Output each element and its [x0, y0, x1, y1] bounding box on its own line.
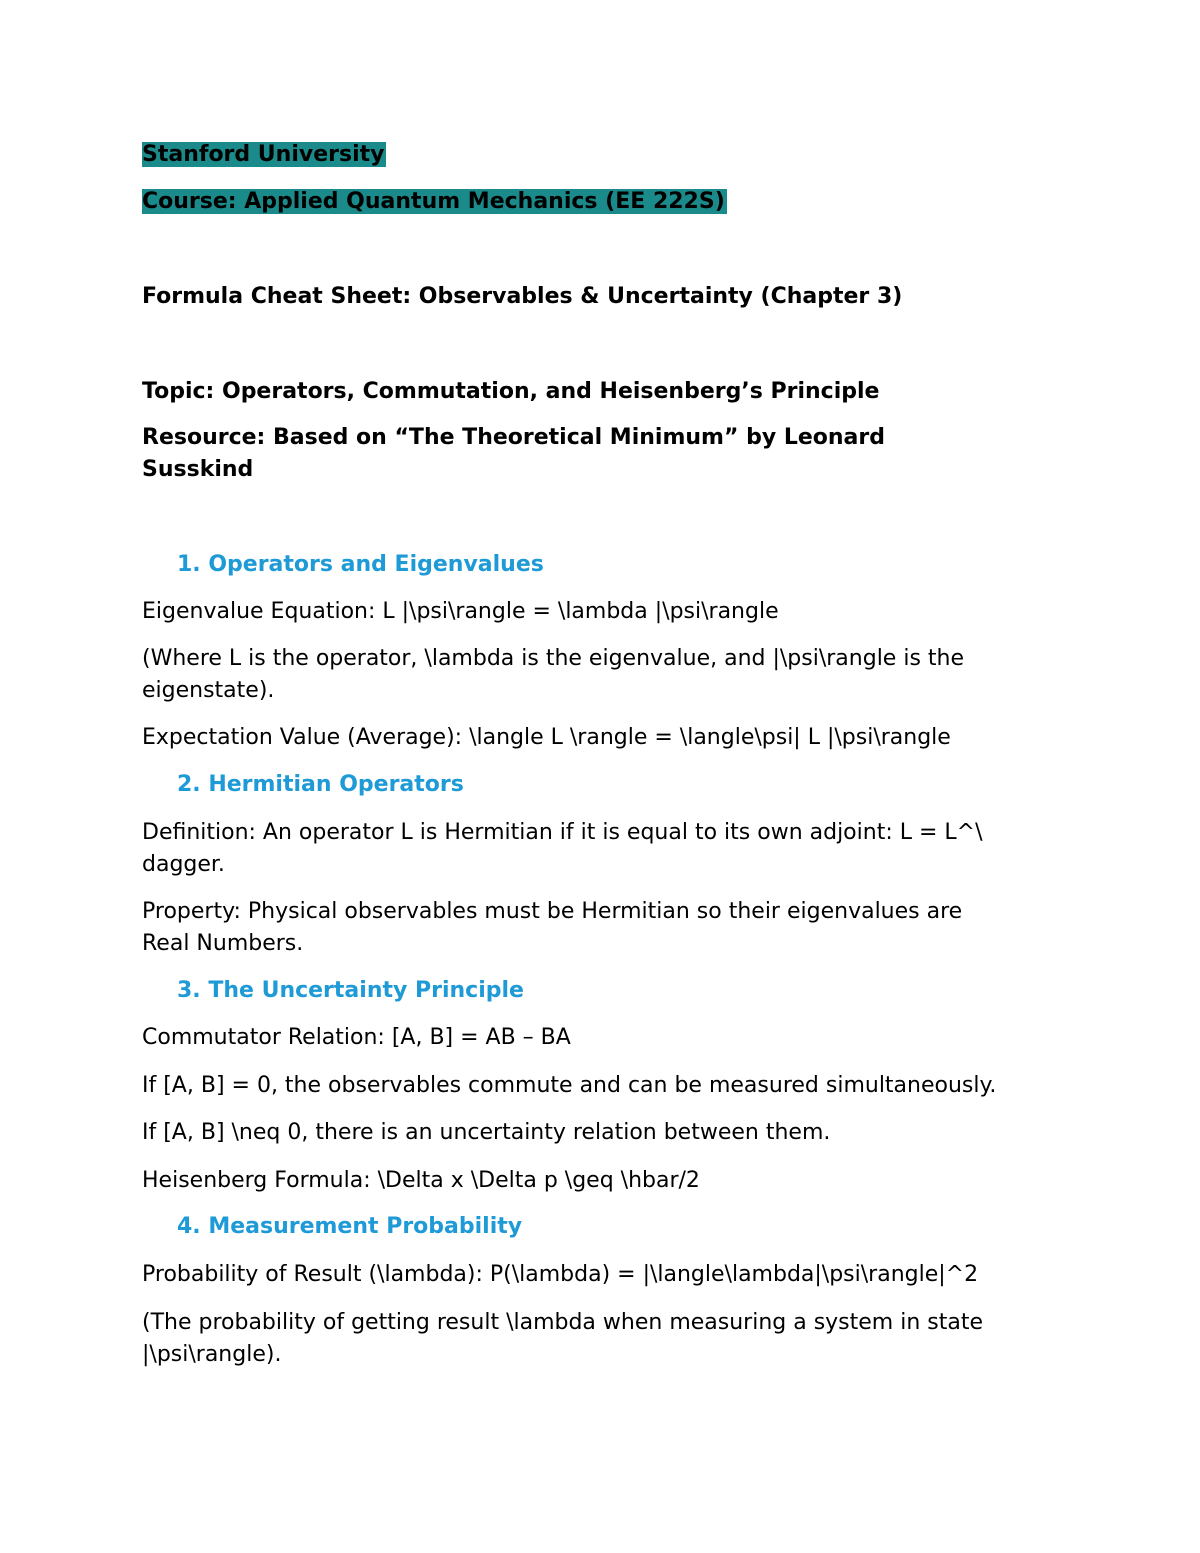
expectation-value: Expectation Value (Average): \langle L \rangle = \langle\psi| L |\psi\rangle	[142, 725, 951, 750]
heisenberg-formula: Heisenberg Formula: \Delta x \Delta p \geq \hbar/2	[142, 1168, 700, 1193]
page-title: Formula Cheat Sheet: Observables & Uncertainty (Chapter 3)	[142, 284, 903, 309]
topic-line: Topic: Operators, Commutation, and Heisenberg’s Principle	[142, 379, 880, 404]
commute-zero-case: If [A, B] = 0, the observables commute and can be measured simultaneously.	[142, 1073, 997, 1098]
commute-nonzero-case: If [A, B] \neq 0, there is an uncertainty relation between them.	[142, 1120, 831, 1145]
section-heading-hermitian: 2. Hermitian Operators	[177, 772, 464, 797]
section-heading-uncertainty: 3. The Uncertainty Principle	[177, 978, 524, 1003]
hermitian-definition-line-2: dagger.	[142, 852, 225, 877]
eigenvalue-note-line-1: (Where L is the operator, \lambda is the eigenvalue, and |\psi\rangle is the	[142, 646, 965, 671]
eigenvalue-equation: Eigenvalue Equation: L |\psi\rangle = \lambda |\psi\rangle	[142, 599, 779, 624]
institution-line	[142, 139, 386, 170]
course-line	[142, 186, 727, 217]
hermitian-property-line-2: Real Numbers.	[142, 931, 304, 956]
section-heading-measurement: 4. Measurement Probability	[177, 1214, 523, 1239]
institution-name: Stanford University	[142, 142, 385, 167]
probability-formula: Probability of Result (\lambda): P(\lambda) = |\langle\lambda|\psi\rangle|^2	[142, 1262, 979, 1287]
hermitian-property-line-1: Property: Physical observables must be Hermitian so their eigenvalues are	[142, 899, 963, 924]
hermitian-definition-line-1: Definition: An operator L is Hermitian if it is equal to its own adjoint: L = L^\	[142, 820, 983, 845]
probability-note-line-2: |\psi\rangle).	[142, 1342, 282, 1367]
section-heading-operators: 1. Operators and Eigenvalues	[177, 552, 544, 577]
eigenvalue-note-line-2: eigenstate).	[142, 678, 275, 703]
resource-line-2: Susskind	[142, 457, 254, 482]
commutator-relation: Commutator Relation: [A, B] = AB – BA	[142, 1025, 571, 1050]
resource-line-1: Resource: Based on “The Theoretical Minimum” by Leonard	[142, 425, 885, 450]
probability-note-line-1: (The probability of getting result \lambda when measuring a system in state	[142, 1310, 984, 1335]
course-name: Course: Applied Quantum Mechanics (EE 222S)	[142, 189, 725, 214]
